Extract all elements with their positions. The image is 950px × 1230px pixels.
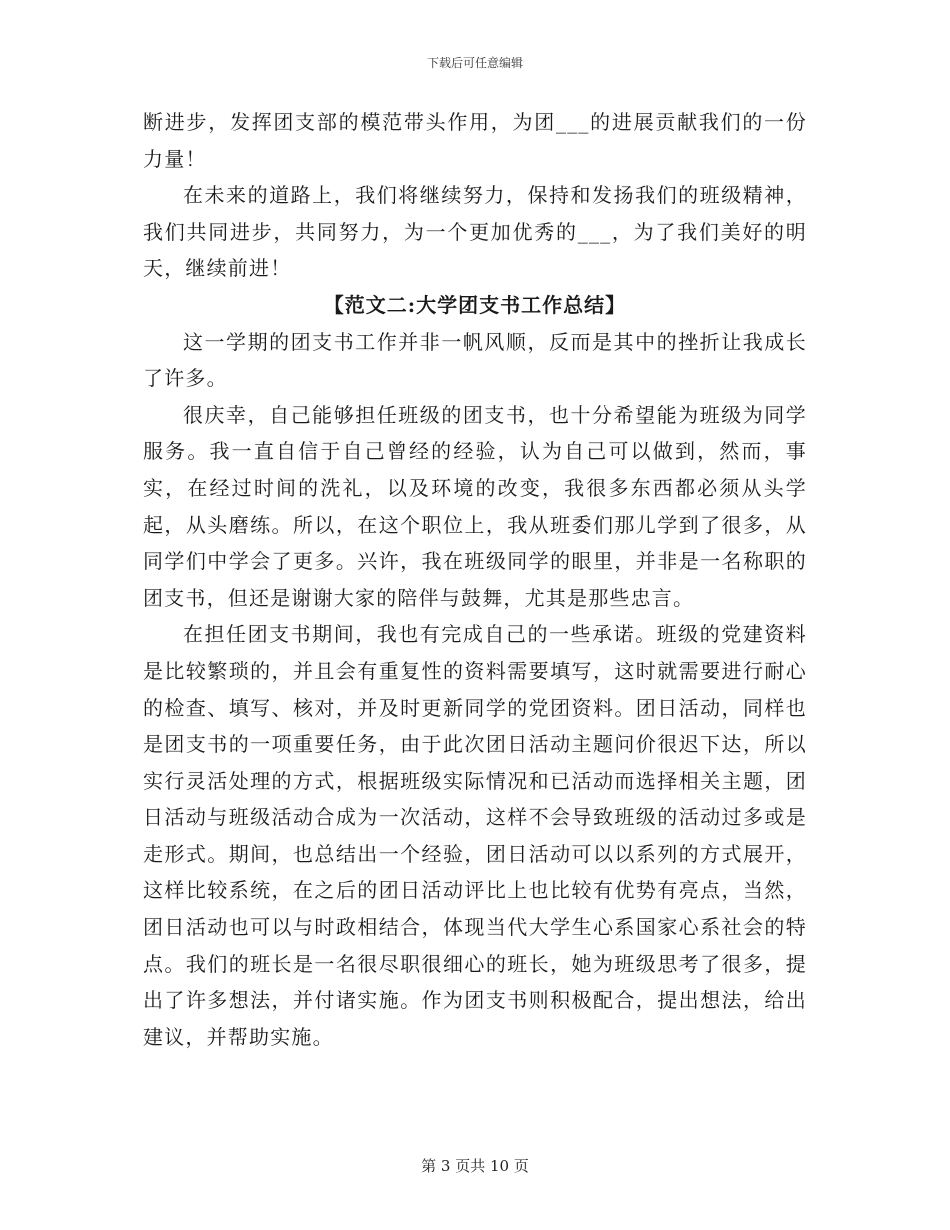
document-body (143, 104, 807, 1055)
closing-paragraph: 在未来的道路上，我们将继续努力，保持和发扬我们的班级精神，我们共同进步，共同努力，为一个更加优秀的___，为了我们美好的明天，继续前进！ (143, 183, 807, 281)
section-title: 【范文二:大学团支书工作总结】 (323, 292, 627, 317)
page-header: 下载后可任意编辑 (426, 56, 523, 70)
section-paragraph: 这一学期的团支书工作并非一帆风顺，反而是其中的挫折让我成长了许多。 (143, 329, 807, 391)
section-paragraph: 在担任团支书期间，我也有完成自己的一些承诺。班级的党建资料是比较繁琐的，并且会有重复性的资料需要填写，这时就需要进行耐心的检查、填写、核对，并及时更新同学的党团资料。团日活动，同样也是团支书的一项重要任务，由于此次团日活动主题问价很迟下达，所以实行灵活处理的方式，根据班级实际情况和已活动而选择相关主题，团日活动与班级活动合成为一次活动，这样不会导致班级的活动过多或是走形式。期间，也总结出一个经验，团日活动可以以系列的方式展开，这样比较系统，在之后的团日活动评比上也比较有优势有亮点，当然，团日活动也可以与时政相结合，体现当代大学生心系国家心系社会的特点。我们的班长是一名很尽职很细心的班长，她为班级思考了很多，提出了许多想法，并付诸实施。作为团支书则积极配合，提出想法，给出建议，并帮助实施。 (143, 622, 807, 1049)
page-footer: 第 3 页共 10 页 (421, 1157, 529, 1175)
continued-paragraph: 断进步，发挥团支部的模范带头作用，为团___的进展贡献我们的一份力量！ (143, 110, 807, 171)
section-paragraph: 很庆幸，自己能够担任班级的团支书，也十分希望能为班级为同学服务。我一直自信于自己曾经的经验，认为自己可以做到，然而，事实，在经过时间的洗礼，以及环境的改变，我很多东西都必须从头学起，从头磨练。所以，在这个职位上，我从班委们那儿学到了很多，从同学们中学会了更多。兴许，我在班级同学的眼里，并非是一名称职的团支书，但还是谢谢大家的陪伴与鼓舞，尤其是那些忠言。 (143, 402, 807, 610)
